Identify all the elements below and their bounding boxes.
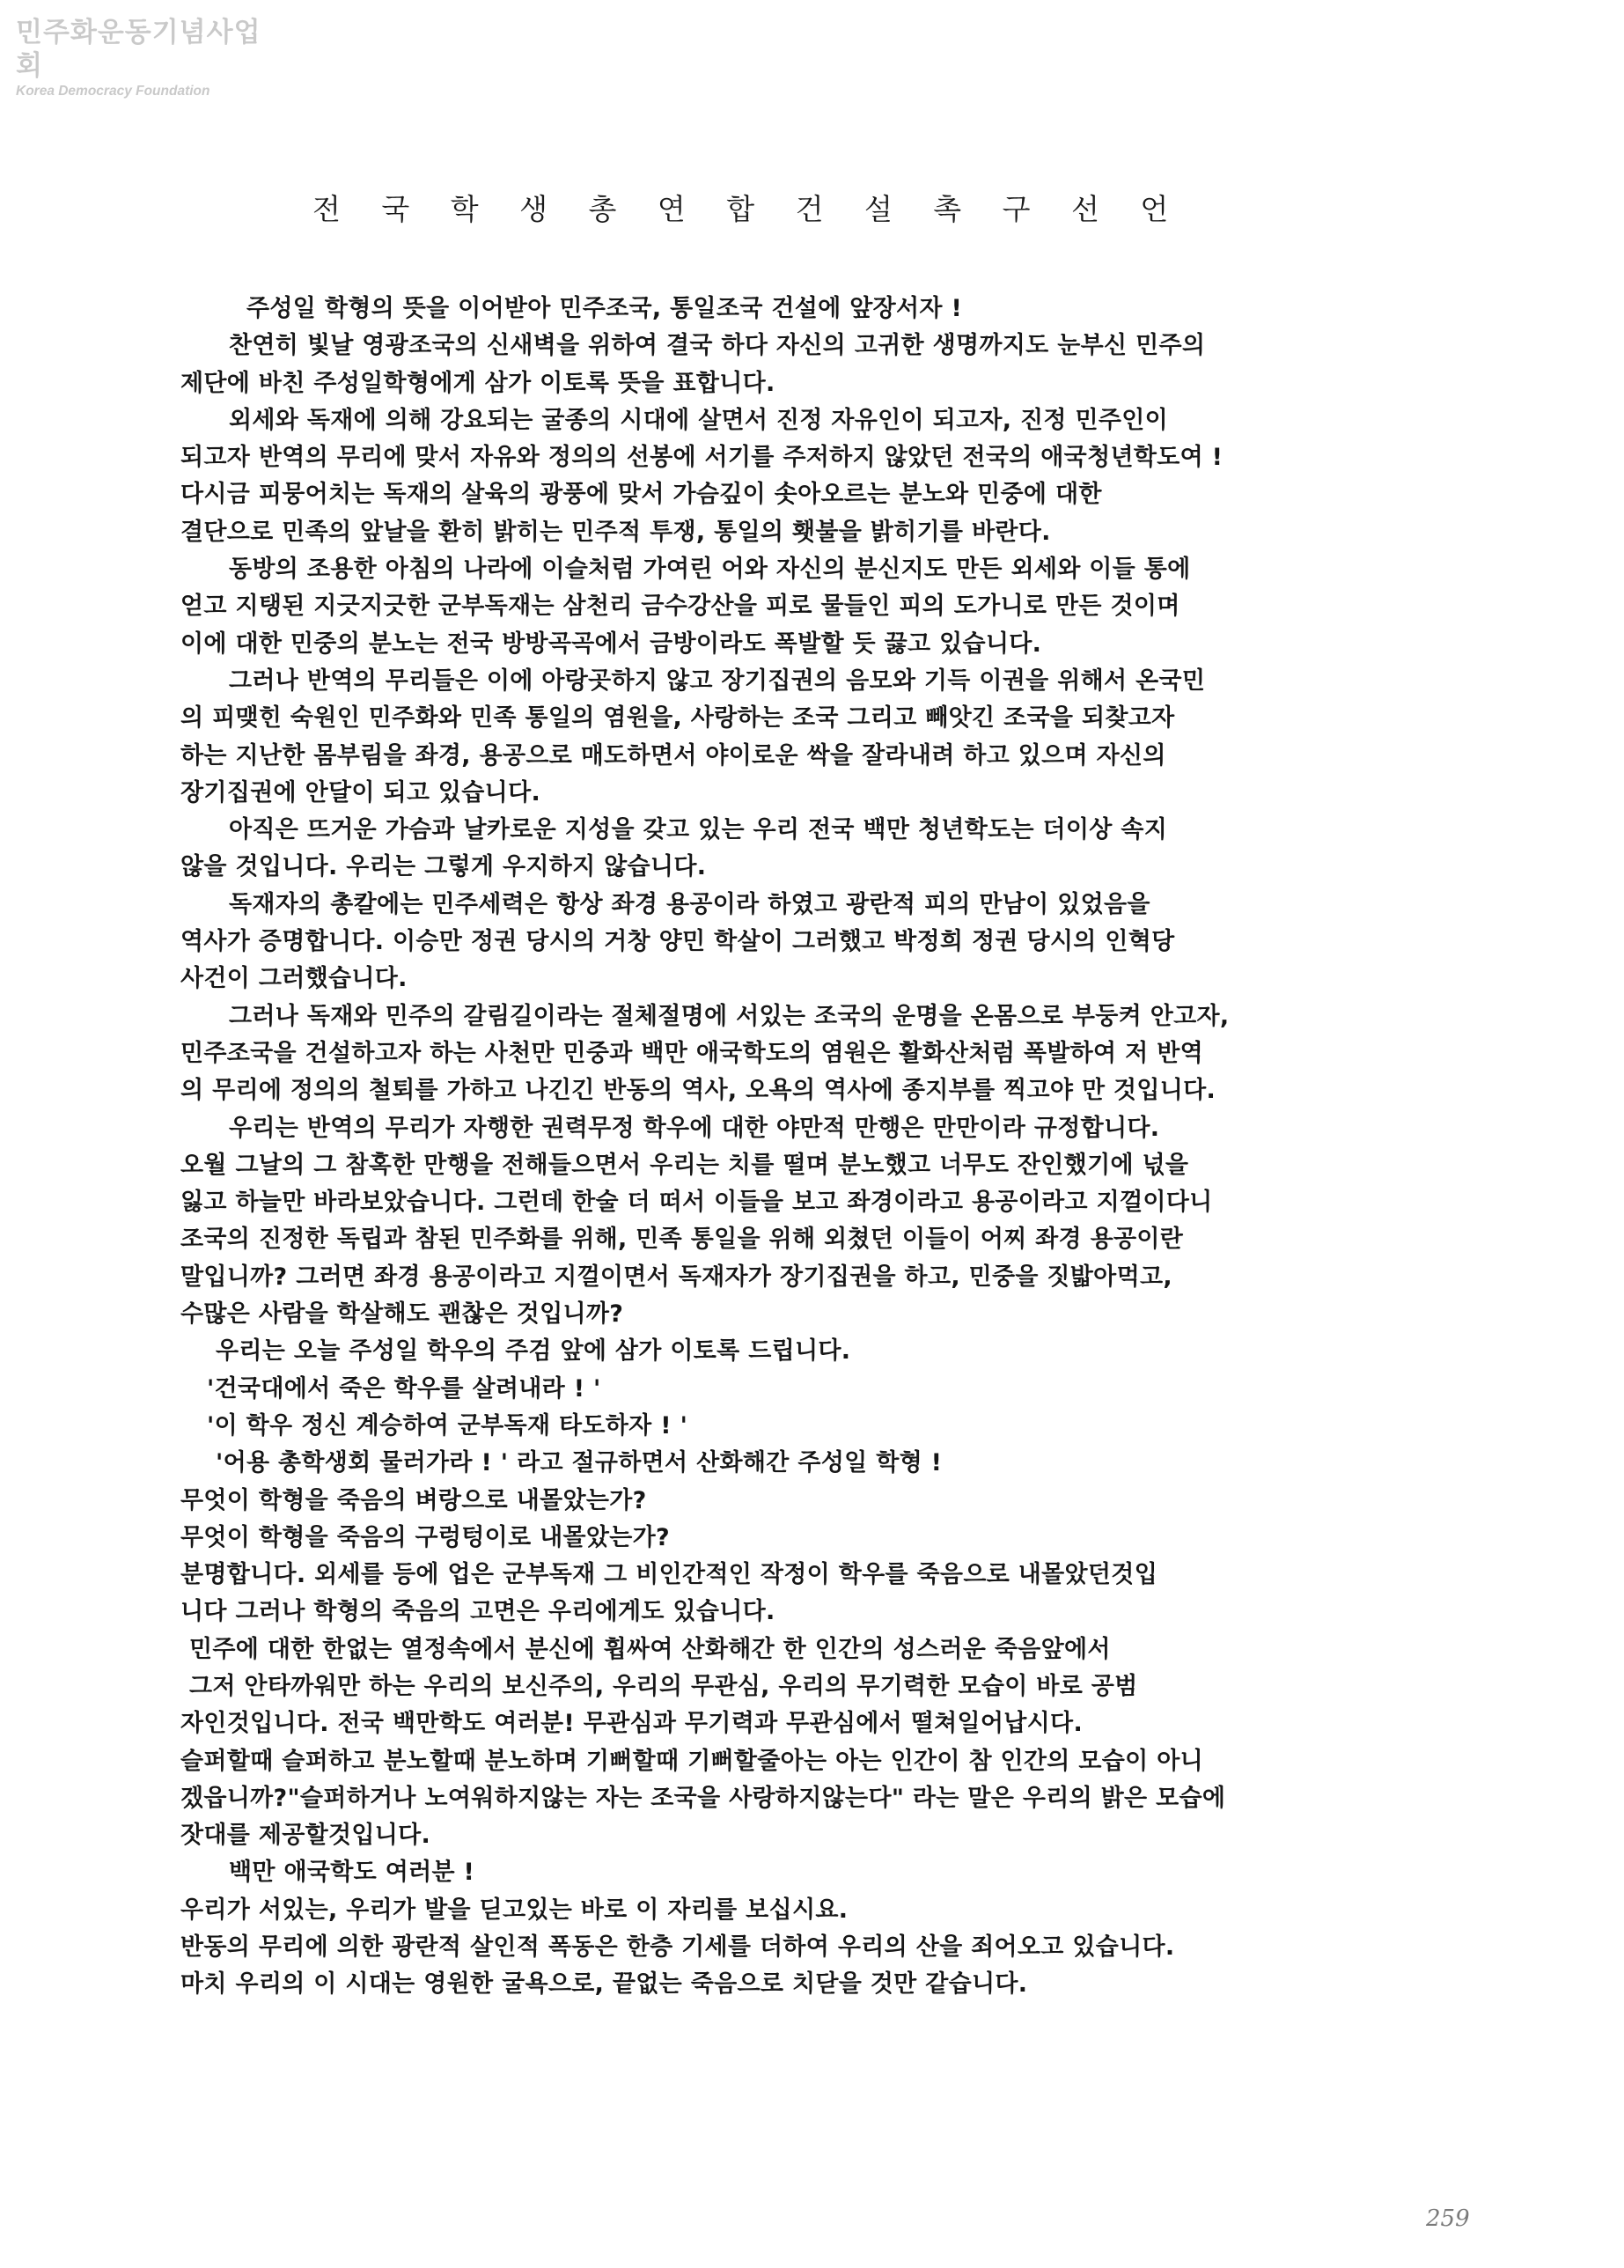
watermark-logo <box>16 16 280 100</box>
body-line: 겠읍니까?"슬퍼하거나 노여워하지않는 자는 조국을 사랑하지않는다" 라는 말은 우리의 밝은 모습에 <box>180 1784 1226 1812</box>
body-line: 이에 대한 민중의 분노는 전국 방방곡곡에서 금방이라도 폭발할 듯 끓고 있습니다. <box>180 630 1042 658</box>
body-line: 사건이 그러했습니다. <box>180 965 408 993</box>
body-line: 장기집권에 안달이 되고 있습니다. <box>180 778 541 806</box>
body-line: 동방의 조용한 아침의 나라에 이슬처럼 가여린 어와 자신의 분신지도 만든 외세와 이들 통에 <box>229 556 1191 584</box>
body-line: 찬연히 빛날 영광조국의 신새벽을 위하여 결국 하다 자신의 고귀한 생명까지도 눈부신 민주의 <box>229 332 1206 360</box>
page-number-mark: 259 <box>1426 2205 1470 2232</box>
body-line: '이 학우 정신 계승하여 군부독재 타도하자 ! ' <box>207 1411 688 1440</box>
body-line: 조국의 진정한 독립과 참된 민주화를 위해, 민족 통일을 위해 외쳤던 이들이 어찌 좌경 용공이란 <box>180 1226 1184 1254</box>
body-line: 주성일 학형의 뜻을 이어받아 민주조국, 통일조국 건설에 앞장서자 ! <box>246 295 963 322</box>
body-line: 의 피맺힌 숙원인 민주화와 민족 통일의 염원을, 사랑하는 조국 그리고 빼앗긴 조국을 되찾고자 <box>180 704 1175 733</box>
body-line: 그러나 반역의 무리들은 이에 아랑곳하지 않고 장기집권의 음모와 기득 이권을 위해서 온국민 <box>229 666 1206 695</box>
body-line: '어용 총학생회 물러가라 ! ' 라고 절규하면서 산화해간 주성일 학형 ! <box>216 1449 943 1477</box>
body-line: 자인것입니다. 전국 백만학도 여러분! 무관심과 무기력과 무관심에서 떨쳐일어납시다. <box>180 1710 1083 1738</box>
body-line: 마치 우리의 이 시대는 영원한 굴욕으로, 끝없는 죽음으로 치닫을 것만 같습니다. <box>180 1970 1028 1999</box>
body-line: 아직은 뜨거운 가슴과 날카로운 지성을 갖고 있는 우리 전국 백만 청년학도는 더이상 속지 <box>229 816 1168 844</box>
body-line: 우리가 서있는, 우리가 발을 딛고있는 바로 이 자리를 보십시요. <box>180 1896 849 1924</box>
body-line: 말입니까? 그러면 좌경 용공이라고 지껄이면서 독재자가 장기집권을 하고, 민중을 짓밟아먹고, <box>180 1263 1172 1291</box>
body-line: 역사가 증명합니다. 이승만 정권 당시의 거창 양민 학살이 그러했고 박정희 정권 당시의 인혁당 <box>180 928 1175 956</box>
body-line: 백만 애국학도 여러분 ! <box>229 1859 475 1887</box>
body-line: 않을 것입니다. 우리는 그렇게 우지하지 않습니다. <box>180 853 707 881</box>
body-line: 얻고 지탱된 지긋지긋한 군부독재는 삼천리 금수강산을 피로 물들인 피의 도가니로 만든 것이며 <box>180 593 1180 621</box>
body-line: 그저 안타까워만 하는 우리의 보신주의, 우리의 무관심, 우리의 무기력한 모습이 바로 공범 <box>189 1672 1138 1700</box>
body-line: 민주조국을 건설하고자 하는 사천만 민중과 백만 애국학도의 염원은 활화산처럼 폭발하여 저 반역 <box>180 1039 1203 1067</box>
body-line: 제단에 바친 주성일학형에게 삼가 이토록 뜻을 표합니다. <box>180 369 775 397</box>
watermark-korean: 민주화운동기념사업회 <box>16 17 261 82</box>
body-line: 무엇이 학형을 죽음의 벼랑으로 내몰았는가? <box>180 1486 647 1514</box>
body-line: 오월 그날의 그 참혹한 만행을 전해들으면서 우리는 치를 떨며 분노했고 너무도 잔인했기에 넋을 <box>180 1151 1189 1179</box>
body-line: 독재자의 총칼에는 민주세력은 항상 좌경 용공이라 하였고 광란적 피의 만남이 있었음을 <box>229 890 1150 918</box>
body-line: 분명합니다. 외세를 등에 업은 군부독재 그 비인간적인 작정이 학우를 죽음으로 내몰았던것입 <box>180 1561 1158 1589</box>
body-line: 니다 그러나 학형의 죽음의 고면은 우리에게도 있습니다. <box>180 1598 775 1626</box>
body-line: 의 무리에 정의의 철퇴를 가하고 나긴긴 반동의 역사, 오욕의 역사에 종지부를 찍고야 만 것입니다. <box>180 1077 1216 1105</box>
body-line: 결단으로 민족의 앞날을 환히 밝히는 민주적 투쟁, 통일의 횃불을 밝히기를 바란다. <box>180 518 1051 546</box>
body-line: 우리는 오늘 주성일 학우의 주검 앞에 삼가 이토록 드립니다. <box>216 1337 851 1366</box>
body-line: 수많은 사람을 학살해도 괜찮은 것입니까? <box>180 1300 624 1329</box>
body-line: 무엇이 학형을 죽음의 구렁텅이로 내몰았는가? <box>180 1523 671 1551</box>
body-line: 하는 지난한 몸부림을 좌경, 용공으로 매도하면서 야이로운 싹을 잘라내려 하고 있으며 자신의 <box>180 741 1166 770</box>
body-line: 외세와 독재에 의해 강요되는 굴종의 시대에 살면서 진정 자유인이 되고자, 진정 민주인이 <box>229 406 1169 434</box>
body-line: 그러나 독재와 민주의 갈림길이라는 절체절명에 서있는 조국의 운명을 온몸으로 부둥켜 안고자, <box>229 1002 1230 1030</box>
document-body <box>180 291 1448 2004</box>
body-line: 잃고 하늘만 바라보았습니다. 그런데 한술 더 떠서 이들을 보고 좌경이라고 용공이라고 지껄이다니 <box>180 1189 1213 1217</box>
body-line: 다시금 피뭉어치는 독재의 살육의 광풍에 맞서 가슴깊이 솟아오르는 분노와 민중에 대한 <box>180 481 1102 509</box>
body-line: 슬퍼할때 슬퍼하고 분노할때 분노하며 기뻐할때 기뻐할줄아는 아는 인간이 참 인간의 모습이 아니 <box>180 1747 1203 1775</box>
body-line: 반동의 무리에 의한 광란적 살인적 폭동은 한층 기세를 더하여 우리의 산을 죄어오고 있습니다. <box>180 1933 1175 1962</box>
watermark-english: Korea Democracy Foundation <box>16 84 210 99</box>
body-line: 잣대를 제공할것입니다. <box>180 1822 431 1850</box>
body-line: '건국대에서 죽은 학우를 살려내라 ! ' <box>207 1374 601 1403</box>
body-line: 우리는 반역의 무리가 자행한 권력무정 학우에 대한 야만적 만행은 만만이라 규정합니다. <box>229 1114 1160 1142</box>
body-line: 민주에 대한 한없는 열정속에서 분신에 휩싸여 산화해간 한 인간의 성스러운 죽음앞에서 <box>189 1635 1111 1663</box>
document-title: 전 국 학 생 총 연 합 건 설 촉 구 선 언 <box>312 192 1185 226</box>
body-line: 되고자 반역의 무리에 맞서 자유와 정의의 선봉에 서기를 주저하지 않았던 전국의 애국청년학도여 ! <box>180 444 1224 472</box>
